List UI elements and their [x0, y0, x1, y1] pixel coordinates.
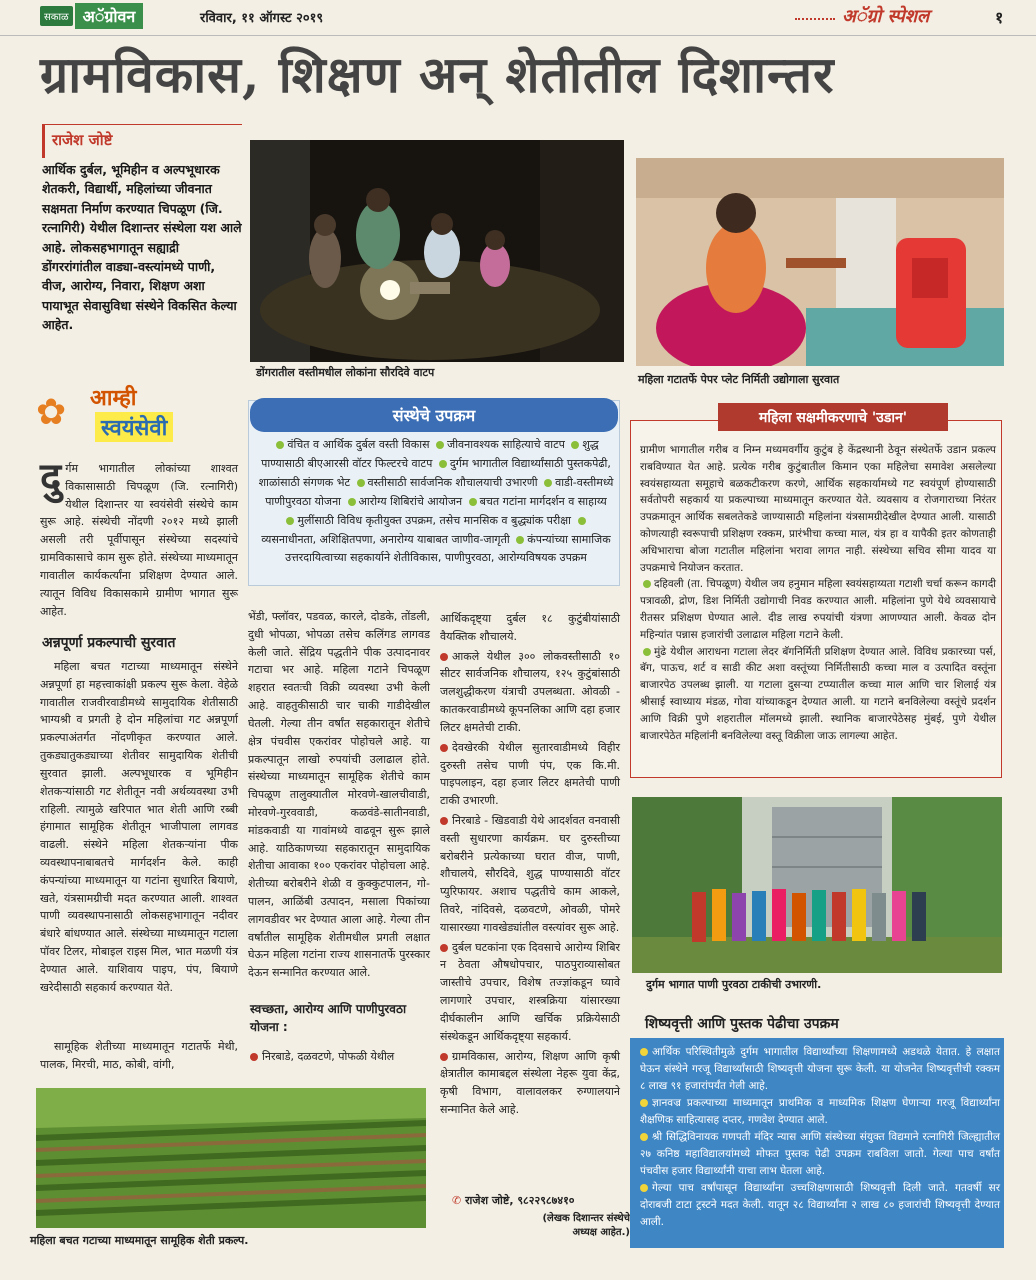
- activities-title: संस्थेचे उपक्रम: [250, 398, 618, 432]
- column-2-bullet-1: निरबाडे, दळवटणे, पोफळी येथील: [250, 1048, 430, 1066]
- column-1-para-3: सामूहिक शेतीच्या माध्यमातून गटातर्फे मेथी, पालक, मिरची, माठ, कोबी, वांगी,: [40, 1040, 238, 1071]
- women-empowerment-text: [640, 442, 996, 744]
- scholarship-bullet-4: गेल्या पाच वर्षांपासून विद्यार्थ्यांना उच्चशिक्षणासाठी शिष्यवृत्ती दिली जाते. गतवर्षी सर दोराबजी टाटा ट्रस्टने मदत केली. यातून २८ विद्यार्थ्यांना २ लाख ८० हजारांची शिष्यवृत्ती देण्यात आली.: [640, 1182, 1000, 1228]
- photo-water-tank: [632, 797, 1002, 973]
- brand-name: अॅग्रोवन: [75, 3, 144, 29]
- brand-small: सकाळ: [40, 6, 73, 26]
- column-3-bullet: दुर्बल घटकांना एक दिवसाचे आरोग्य शिबिर न ठेवता औषधोपचार, पाठपुराव्यासोबत जास्तीचे उपचार, विशेष तज्ज्ञांकडून घ्यावे लागणारे उपचार, शस्त्रक्रिया यांसारख्या दीर्घकालीन आणि खर्चिक प्रक्रियेसाठी संस्थेकडून आर्थिकदृष्ट्या सहकार्य.: [440, 940, 620, 1043]
- activity-item: वंचित व आर्थिक दुर्बल वस्ती विकास: [287, 438, 430, 451]
- women-para-1: ग्रामीण भागातील गरीब व निम्न मध्यमवर्गीय कुटुंब हे केंद्रस्थानी ठेवून संस्थेतर्फे उडान प्रकल्प राबविण्यात येत आहे. प्रत्येक गरीब कुटुंबातील किमान एका महिलेचा समावेश असलेल्या स्वयंसहाय्यता समूहाचे बळकटीकरण करणे, आर्थिक सहकार्यामध्ये गट स्वयंपूर्ण होण्यासाठी सर्वतोपरी सहकार्य या प्रकल्पाच्या माध्यमातून करण्यात येते. व्यवसाय व रोजगाराच्या निरंतर उपक्रमातून आर्थिक सबलतेकडे जाण्यासाठी महिलांना यंत्रसामग्रीदेखील देण्यात आली. यासाठी कोणत्याही स्वरूपाची प्रशिक्षण रक्कम, प्रारंभीचा कच्चा माल, यंत्र हा व यापैकी इतर कोणताही अधिभाराचा बोजा गटातील महिलांना भरावा लागत नाही. संस्थेच्या सचिव सीमा यादव या उपक्रमाचे नियोजन करतात.: [640, 444, 996, 574]
- column-1-para-2: महिला बचत गटाच्या माध्यमातून संस्थेने अन्नपूर्णा हा महत्त्वाकांक्षी प्रकल्प सुरू केला. वेहेळे गावातील राजवीरवाडीमध्ये सामुदायिक शेतीसाठी भाग्यश्री व प्रगती हे दोन महिलांचा गट अन्नपूर्णा प्रकल्पाअंतर्गत नोंदणीकृत करण्यात आले. तुकड्यातुकड्याच्या शेतीवर सामुदायिक शेतीची सुरवात झाली. अल्पभूधारक व भूमिहीन शेतकऱ्यांसाठी गट शेतीतून नवी अर्थव्यवस्था उभी राहिली. त्यामुळे खरिपात भात शेती आणि रब्बी हंगामात सामूहिक शेतीतून भाजीपाला लागवड वाढली. संस्थेने महिला शेतकऱ्यांना पीक व्यवस्थापनाबाबतचे मार्गदर्शन केले. काही कंपन्यांच्या माध्यमातून या गटांना सुधारित बियाणे, खते, यंत्रसामग्रीची मदत करण्यात आली. शाश्वत पाणी व्यवस्थापनासाठी लोकसहभागातून नदीवर बंधारे बांधण्यात आले. संस्थेच्या माध्यमातून गटाला पॉवर टिलर, मोबाइल राइस मिल, भात मळणी यंत्र देण्यात आले. याशिवाय पाइप, पंप, बियाणे खरेदीसाठी सहकार्य करण्यात येते.: [40, 660, 238, 994]
- women-bullet-1: दहिवली (ता. चिपळूण) येथील जय हनुमान महिला स्वयंसहाय्यता गटाशी चर्चा करून कागदी पत्रावळी, द्रोण, डिश निर्मिती उद्योगाची निवड करण्यात आली. महिलांना पुणे येथे व्यवसायाचे रीतसर प्रशिक्षण घेण्यात आले. दीड लाख रुपयांची यंत्रणा आणण्यात आली. केवळ दोन महिन्यांत पन्नास हजारांची उलाढाल महिला गटाने केली.: [640, 578, 996, 641]
- column-3-bullet: देवखेरकी येथील सुतारवाडीमध्ये विहीर दुरुस्ती तसेच पाणी पंप, एक कि.मी. पाइपलाइन, दहा हजार लिटर क्षमतेची पाणी टाकी उभारणी.: [440, 740, 620, 808]
- photo-paper-plate-unit: [636, 158, 1004, 366]
- activities-list: [258, 436, 614, 568]
- byline: राजेश जोष्टे: [52, 131, 113, 149]
- scholarship-bullet-1: आर्थिक परिस्थितीमुळे दुर्गम भागातील विद्यार्थ्यांच्या शिक्षणामध्ये अडथळे येतात. हे लक्षात घेऊन संस्थेने गरजू विद्यार्थ्यांसाठी शिष्यवृत्ती योजना सुरू केली. या योजनेत शिष्यवृत्तीची रक्कम ८ लाख ९१ हजारांपर्यंत गेली आहे.: [640, 1046, 1000, 1092]
- activity-item: शुद्ध पाण्यासाठी बीएआरसी वॉटर फिल्टरचे वाटप: [261, 438, 599, 470]
- logo-flower-icon: ✿: [36, 392, 67, 433]
- signoff-note: (लेखक दिशान्तर संस्थेचे अध्यक्ष आहेत.): [542, 1213, 630, 1238]
- headline: ग्रामविकास, शिक्षण अन् शेतीतील दिशान्तर: [40, 45, 835, 104]
- column-2-para-1: भेंडी, फ्लॉवर, पडवळ, कारले, दोडके, तोंडली, दुधी भोपळा, भोपळा तसेच कलिंगड लागवड केली जाते. सेंद्रिय पद्धतीने पीक उत्पादनावर गटाचा भर आहे. महिला गटाने चिपळूण शहरात स्वतःची विक्री व्यवस्था उभी केली आहे. वाहतुकीसाठी चार चाकी गाडीदेखील घेतली. गेल्या तीन वर्षांत सहकारातून शेतीचे क्षेत्र पंचवीस एकरांवर पोहोचले आहे. या प्रकल्पातून लाखो रुपयांची उलाढाल होते. संस्थेच्या माध्यमातून सामूहिक शेतीचे काम चिपळूण तालुक्यातील मोरवणे-खालचीवाडी, मोरवणे-गुरववाडी, कळवंडे-सातीनवाडी, मांडकवाडी या गावांमध्ये वाढवून सुरू झाले आहे. याठिकाणच्या सहकारातून सामुदायिक शेतीचा आवाका १०० एकरांवर पोहोचला आहे. शेतीच्या बरोबरीने शेळी व कुक्कुटपालन, गो-पालन, आळिंबी उत्पादन, मसाला पिकांच्या लागवडीवर भर देण्यात आला आहे. गेल्या तीन वर्षांतील सामूहिक शेतीमधील प्रगती लक्षात घेऊन महिला गटांना राज्य शासनातर्फे पुरस्कार देऊन सन्मानित करण्यात आले.: [248, 610, 430, 980]
- women-bullet-2: मुंढे येथील आराधना गटाला लेदर बॅगनिर्मिती प्रशिक्षण देण्यात आले. विविध प्रकारच्या पर्स, बॅग, पाऊच, शर्ट व साडी कीट अशा वस्तूंच्या निर्मितीसाठी कच्चा माल व उत्पादित वस्तूंना बाजारपेठ उपलब्ध झाली. या गटाला दुसऱ्या टप्प्यातील कच्चा माल आणि चार शिलाई यंत्र श्रीसाई स्वाध्याय मंडळ, गोवा यांच्याकडून देण्यात आली. या गटाने बनविलेल्या वस्तूंचे प्रदर्शन आणि विक्री पुणे शहरातील मॉलमध्ये झाली. स्थानिक बाजारपेठेसह मुंबई, पुणे येथील बाजारपेठेत महिलांनी बनविलेल्या वस्तू विक्रीला जाऊ लागल्या आहेत.: [640, 645, 996, 742]
- activity-item: बचत गटांना मार्गदर्शन व साहाय्य: [479, 494, 607, 508]
- activity-item: दुर्गम भागातील विद्यार्थ्यांसाठी पुस्तकपेढी, शाळांसाठी संगणक भेट: [258, 456, 611, 489]
- signoff-contact: ✆ राजेश जोष्टे, ९८२२९८७४१०: [452, 1194, 575, 1207]
- scholarship-text: [640, 1044, 1000, 1231]
- section-divider: [795, 18, 835, 20]
- column-1-para-1: र्गम भागातील लोकांच्या शाश्वत विकासासाठी चिपळूण (जि. रत्नागिरी) येथील दिशान्तर या स्वयंसेवी संस्थेचे काम सुरू आहे. संस्थेची नोंदणी २०१२ मध्ये झाली असली तरी पूर्वीपासून संस्थेच्या सदस्यांचे ग्रामविकासाचे काम सुरू होते. संस्थेच्या माध्यमातून गावातील कार्यकर्त्यांना प्रशिक्षण देण्यात आले. त्यातून विविध विकासकामे ग्रामीण भागात सुरू आहेत.: [40, 462, 238, 618]
- caption-paper-plate-unit: महिला गटातर्फे पेपर प्लेट निर्मिती उद्योगाला सुरवात: [638, 373, 840, 386]
- photo-group-farm: [36, 1088, 426, 1228]
- caption-solar-lamps: डोंगरातील वस्तीमधील लोकांना सौरदिवे वाटप: [256, 366, 435, 379]
- scholarship-bullet-3: श्री सिद्धिविनायक गणपती मंदिर न्यास आणि संस्थेच्या संयुक्त विद्यमाने रत्नागिरी जिल्ह्यातील २७ कनिष्ठ महाविद्यालयांमध्ये मोफत पुस्तक पेढी उपक्रम राबविला जातो. गेल्या पाच वर्षांत पंचवीस हजार विद्यार्थ्यांनी याचा लाभ घेतला आहे.: [640, 1131, 1000, 1177]
- activity-item: आरोग्य शिबिरांचे आयोजन: [358, 494, 463, 508]
- column-3-bullet: निरबाडे - खिडवाडी येथे आदर्शवत वनवासी वस्ती सुधारणा कार्यक्रम. घर दुरुस्तीच्या बरोबरीने प्रत्येकाच्या घरात वीज, पाणी, शौचालये, सौरदिवे, शुद्ध पाण्यासाठी वॉटर प्युरिफायर. अशाच पद्धतीचे काम आकले, तिवरे, नांदिवसे, दळवटणे, ओवळी, पोमरे यासारख्या गावखेड्यांतील वस्त्यांवर सुरू आहे.: [440, 813, 620, 934]
- photo-solar-lamps: [250, 140, 624, 362]
- intro-paragraph: आर्थिक दुर्बल, भूमिहीन व अल्पभूधारक शेतकरी, विद्यार्थी, महिलांच्या जीवनात सक्षमता निर्माण करण्यात चिपळूण (जि. रत्नागिरी) येथील दिशान्तर संस्थेला यश आले आहे. लोकसहभागातून सह्याद्री डोंगररांगांतील वाड्या-वस्त्यांमध्ये पाणी, वीज, आरोग्य, निवारा, शिक्षण अशा पायाभूत सेवासुविधा संस्थेने विकसित केल्या आहेत.: [42, 162, 242, 332]
- column-3-intro: आर्थिकदृष्ट्या दुर्बल १८ कुटुंबीयांसाठी वैयक्तिक शौचालये.: [440, 612, 620, 643]
- issue-date: रविवार, ११ ऑगस्ट २०१९: [200, 11, 324, 26]
- subhead-annapurna: अन्नपूर्णा प्रकल्पाची सुरवात: [42, 635, 176, 651]
- section-name: अॅग्रो स्पेशल: [842, 6, 930, 27]
- page-number: १: [995, 8, 1004, 27]
- activity-item: वाडी-वस्तीमध्ये पाणीपुरवठा योजना: [265, 475, 614, 508]
- column-3: [440, 610, 620, 1119]
- caption-water-tank: दुर्गम भागात पाणी पुरवठा टाकीची उभारणी.: [646, 978, 822, 991]
- activity-item: कंपन्यांच्या सामाजिक उत्तरदायित्वाच्या सहकार्याने शेतीविकास, पाणीपुरवठा, आरोग्यविषयक उपक्रम: [285, 532, 611, 565]
- activity-item: व्यसनाधीनता, अशिक्षितपणा, अनारोग्य याबाबत जाणीव-जागृती: [261, 532, 510, 546]
- women-empowerment-title: महिला सक्षमीकरणाचे 'उडान': [718, 403, 948, 431]
- masthead-logo: [40, 2, 143, 30]
- activity-item: मुलींसाठी विविध कृतीयुक्त उपक्रम, तसेच मानसिक व बुद्ध्यांक परीक्षा: [297, 513, 572, 527]
- column-3-bullet: ग्रामविकास, आरोग्य, शिक्षण आणि कृषी क्षेत्रातील कामाबद्दल संस्थेला नेहरू युवा केंद्र, कृषी विभाग, वालावलकर रुग्णालयाने सन्मानित केले आहे.: [440, 1049, 620, 1116]
- column-1: [40, 455, 238, 620]
- column-3-bullet: आकले येथील ३०० लोकवस्तीसाठी १० सीटर सार्वजनिक शौचालय, १२५ कुटुंबांसाठी जलशुद्धीकरण यंत्राची उपलब्धता. ओवळी - कातकरवाडीमध्ये कूपनलिका आणि दहा हजार लिटर क्षमतेची टाकी.: [440, 649, 620, 734]
- scholarship-bullet-2: ज्ञानवज्र प्रकल्पाच्या माध्यमातून प्राथमिक व माध्यमिक शिक्षण घेणाऱ्या गरजू विद्यार्थ्यांना शैक्षणिक साहित्यासह दप्तर, गणवेश देण्यात आले.: [640, 1097, 1000, 1126]
- activity-item: वस्तीसाठी सार्वजनिक शौचालयाची उभारणी: [367, 475, 538, 489]
- dropcap: दु: [40, 455, 62, 501]
- logo-line-1: आम्ही: [90, 385, 137, 411]
- subhead-sanitation: स्वच्छता, आरोग्य आणि पाणीपुरवठा योजना :: [250, 1002, 407, 1034]
- caption-group-farm: महिला बचत गटाच्या माध्यमातून सामूहिक शेती प्रकल्प.: [30, 1234, 249, 1247]
- activity-item: जीवनावश्यक साहित्याचे वाटप: [447, 438, 565, 451]
- scholarship-title: शिष्यवृत्ती आणि पुस्तक पेढीचा उपक्रम: [645, 1016, 839, 1032]
- logo-line-2: स्वयंसेवी: [95, 412, 173, 442]
- phone-icon: ✆: [452, 1194, 462, 1207]
